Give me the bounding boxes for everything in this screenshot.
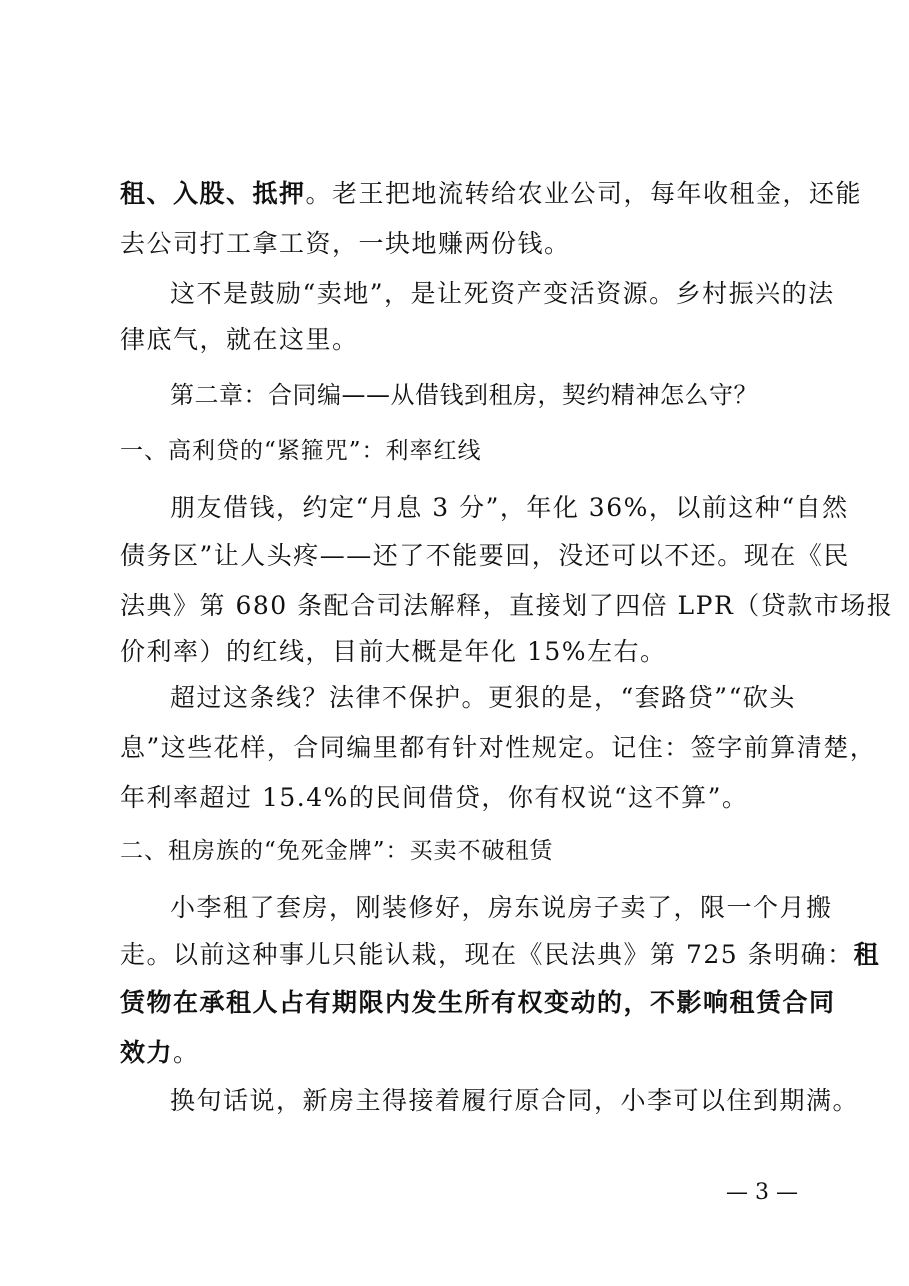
body-text: 。 xyxy=(173,1038,200,1067)
section-heading: 二、租房族的“免死金牌”：买卖不破租赁 xyxy=(120,838,554,864)
paragraph-line: 换句话说，新房主得接着履行原合同，小李可以住到期满。 xyxy=(170,1086,860,1115)
chapter-heading: 第二章：合同编——从借钱到租房，契约精神怎么守？ xyxy=(170,381,758,409)
section-heading: 一、高利贷的“紧箍咒”：利率红线 xyxy=(120,438,482,464)
paragraph-line: 息”这些花样，合同编里都有针对性规定。记住：签字前算清楚， xyxy=(120,733,877,762)
paragraph-line: 小李租了套房，刚装修好，房东说房子卖了，限一个月搬 xyxy=(170,893,833,922)
paragraph-line: 去公司打工拿工资，一块地赚两份钱。 xyxy=(120,229,571,258)
paragraph-line: 赁物在承租人占有期限内发生所有权变动的，不影响租赁合同 xyxy=(120,988,836,1017)
paragraph-line: 年利率超过 15.4%的民间借贷，你有权说“这不算”。 xyxy=(120,783,749,812)
paragraph-line: 这不是鼓励“卖地”，是让死资产变活资源。乡村振兴的法 xyxy=(170,279,835,308)
paragraph-line: 法典》第 680 条配合司法解释，直接划了四倍 LPR（贷款市场报 xyxy=(120,591,894,620)
paragraph-line: 债务区”让人头疼——还了不能要回，没还可以不还。现在《民 xyxy=(120,541,850,570)
body-text: 走。以前这种事儿只能认栽，现在《民法典》第 725 条明确： xyxy=(120,940,854,969)
bold-text: 租 xyxy=(853,940,881,969)
paragraph-line xyxy=(120,1035,800,1071)
bold-text: 效力 xyxy=(120,1038,174,1067)
paragraph-line: 律底气，就在这里。 xyxy=(120,325,359,354)
body-text: 。老王把地流转给农业公司，每年收租金，还能 xyxy=(305,179,863,208)
paragraph-line: 朋友借钱，约定“月息 3 分”，年化 36%，以前这种“自然 xyxy=(170,493,849,522)
paragraph-line xyxy=(120,937,881,973)
paragraph-line: 价利率）的红线，目前大概是年化 15%左右。 xyxy=(120,637,667,666)
page-number: — 3 — xyxy=(726,1180,798,1205)
paragraph-line: 超过这条线？法律不保护。更狠的是，“套路贷”“砍头 xyxy=(170,683,796,712)
bold-text: 租、入股、抵押 xyxy=(120,179,306,208)
paragraph-line xyxy=(120,176,863,212)
